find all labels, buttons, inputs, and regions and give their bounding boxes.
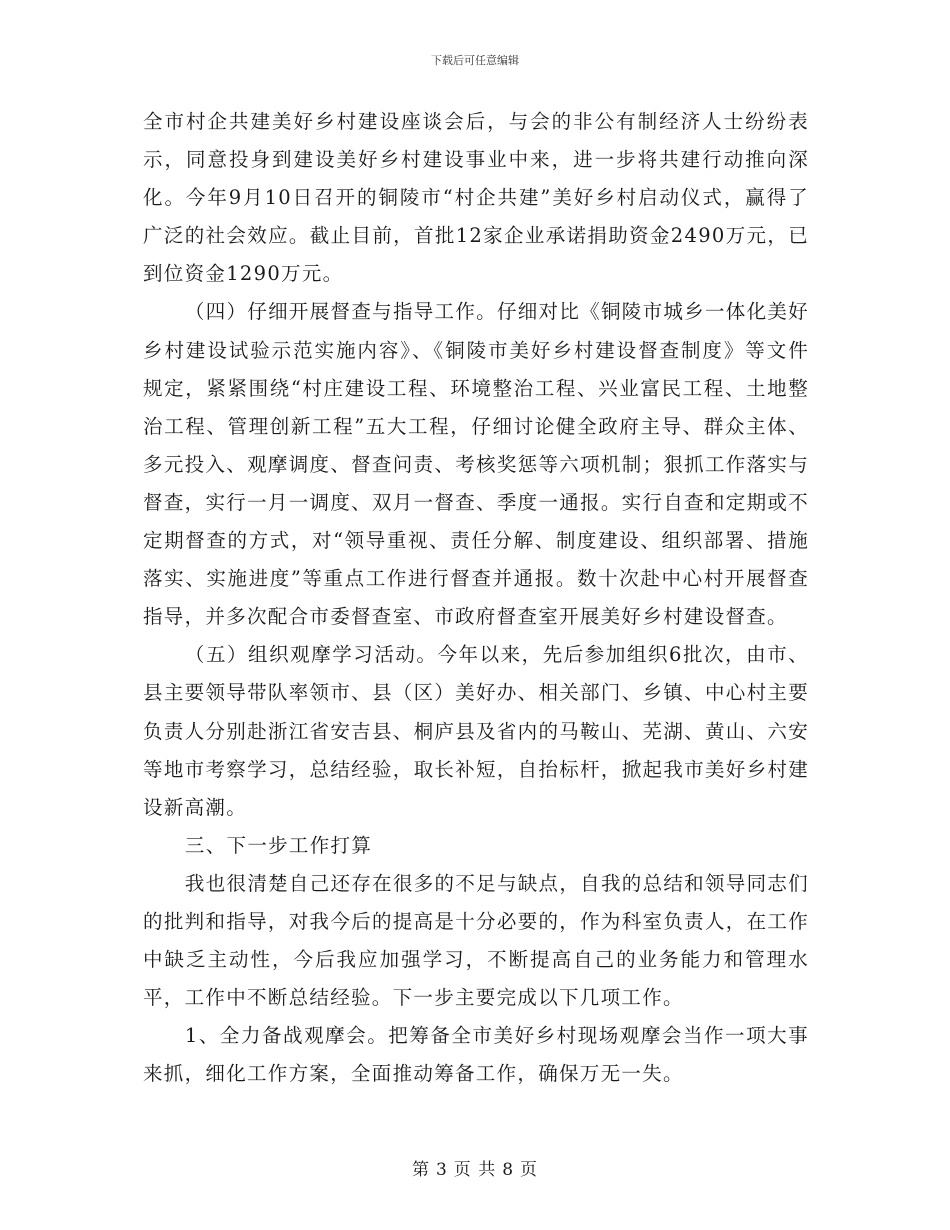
page-footer xyxy=(0,1155,950,1180)
paragraph-observation-study: （五）组织观摩学习活动。今年以来，先后参加组织6批次，由市、县主要领导带队率领市、县（区）美好办、相关部门、乡镇、中心村主要负责人分别赴浙江省安吉县、桐庐县及省内的马鞍山、芜湖、黄山、六安等地市考察学习，总结经验，取长补短，自抬标杆，掀起我市美好乡村建设新高潮。 xyxy=(143,643,809,819)
footer-prefix: 第 xyxy=(411,1160,430,1180)
document-body xyxy=(143,103,809,1093)
paragraph-self-assessment: 我也很清楚自己还存在很多的不足与缺点，自我的总结和领导同志们的批判和指导，对我今后的提高是十分必要的，作为科室负责人，在工作中缺乏主动性，今后我应加强学习，不断提高自己的业务能力和管理水平，工作中不断总结经验。下一步主要完成以下几项工作。 xyxy=(143,871,809,1010)
section-heading-next-steps: 三、下一步工作打算 xyxy=(184,833,373,857)
paragraph-supervision: （四）仔细开展督查与指导工作。仔细对比《铜陵市城乡一体化美好乡村建设试验示范实施内容》、《铜陵市美好乡村建设督查制度》等文件规定，紧紧围绕“村庄建设工程、环境整治工程、兴业富民工程、土地整治工程、管理创新工程”五大工程，仔细讨论健全政府主导、群众主体、多元投入、观摩调度、督查问责、考核奖惩等六项机制；狠抓工作落实与督查，实行一月一调度、双月一督查、季度一通报。实行自查和定期或不定期督查的方式，对“领导重视、责任分解、制度建设、组织部署、措施落实、实施进度”等重点工作进行督查并通报。数十次赴中心村开展督查指导，并多次配合市委督查室、市政府督查室开展美好乡村建设督查。 xyxy=(143,300,809,629)
page-header: 下载后可任意编辑 xyxy=(431,54,519,67)
footer-suffix: 页 xyxy=(520,1160,539,1180)
paragraph-item-1: 1、全力备战观摩会。把筹备全市美好乡村现场观摩会当作一项大事来抓，细化工作方案，全面推动筹备工作，确保万无一失。 xyxy=(143,1024,809,1086)
footer-total-pages: 8 xyxy=(502,1160,515,1180)
paragraph-village-enterprise: 全市村企共建美好乡村建设座谈会后，与会的非公有制经济人士纷纷表示，同意投身到建设美好乡村建设事业中来，进一步将共建行动推向深化。今年9月10日召开的铜陵市“村企共建”美好乡村启动仪式，赢得了广泛的社会效应。截止目前，首批12家企业承诺捐助资金2490万元，已到位资金1290万元。 xyxy=(143,110,809,286)
footer-middle: 页 共 xyxy=(453,1160,497,1180)
footer-page-number: 3 xyxy=(435,1160,448,1180)
